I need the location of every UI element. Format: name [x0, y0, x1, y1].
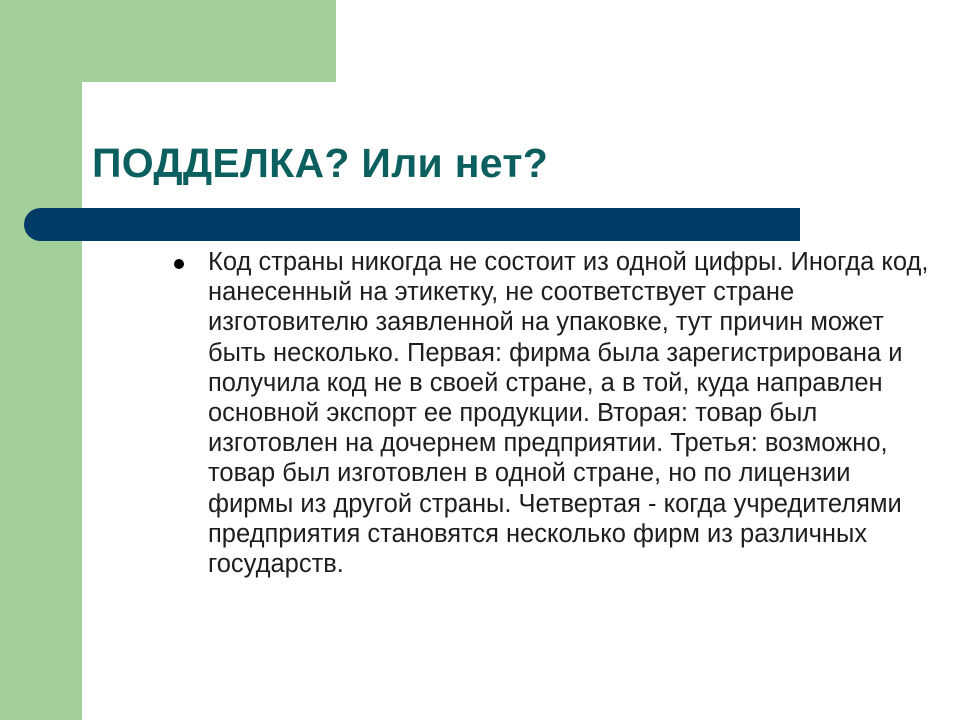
- title-underline-bar: [24, 208, 800, 241]
- bullet-item: [170, 247, 930, 579]
- decorative-green-band-top: [0, 0, 336, 82]
- decorative-green-band-left: [0, 0, 82, 720]
- slide-content: [170, 247, 930, 579]
- slide-title: ПОДДЕЛКА? Или нет?: [92, 140, 549, 186]
- bullet-text: Код страны никогда не состоит из одной цифры. Иногда код, нанесенный на этикетку, не соответствует стране изготовителю заявленной на упаковке, тут причин может быть несколько. Первая: фирма была зарегистрирована и получила код не в своей стране, а в той, куда направлен основной экспорт ее продукции. Вторая: товар был изготовлен на дочернем предприятии. Третья: возможно, товар был изготовлен в одной стране, но по лицензии фирмы из другой страны. Четвертая - когда учредителями предприятия становятся несколько фирм из различных государств.: [208, 248, 929, 579]
- bullet-dot-icon: [174, 259, 184, 269]
